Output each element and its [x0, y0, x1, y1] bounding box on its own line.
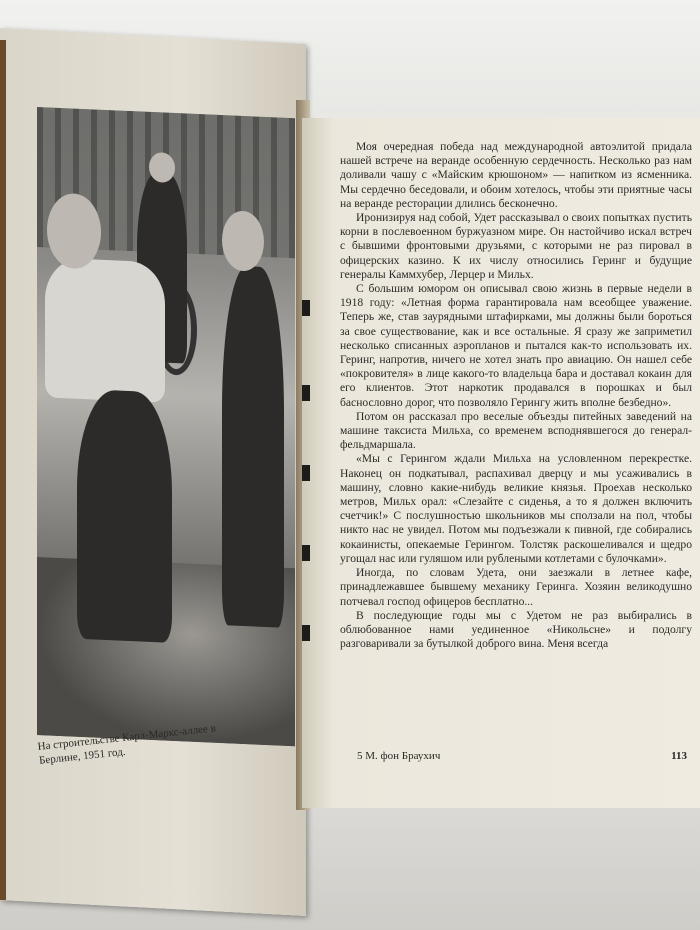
paragraph: С большим юмором он описывал свою жизнь в первые недели в 1918 году: «Летная форма гарантировала нам всеобщее уважение. Теперь же, став заурядными штафирками, мы должны были бороться за свое существование, как и все остальные. Я сразу же заприметил несколько списанных аэропланов и пытался как-то использовать их. Геринг, напротив, ничего не хотел знать про авиацию. Он нашел себе «покровителя» в лице какого-то владельца бара и доставал кокаин для его клиентов. Этот наркотик продавался в порошках и был баснословно дорог, что позволяло Герингу жить вполне безбедно». [340, 282, 692, 409]
page-number: 113 [671, 750, 687, 762]
paragraph: Потом он рассказал про веселые объезды питейных заведений на машине таксиста Мильха, со временем всподнявшегося до генерал-фельдмаршала. [340, 409, 692, 452]
worker-left-shirt [45, 257, 165, 402]
book-photograph [37, 107, 295, 746]
paragraph: В последующие годы мы с Удетом не раз выбирались в облюбованное нами уединенное «Никольсне» и подолгу разговаривали за бутылкой доброго вина. Меня всегда [340, 608, 692, 651]
paragraph: Иногда, по словам Удета, они заезжали в летнее кафе, принадлежавшее бывшему механику Геринга. Хозяин великодушно потчевал господ офицеров бесплатно... [340, 566, 692, 608]
paragraph: Моя очередная победа над международной автоэлитой придала нашей встрече на веранде особенную сердечность. Несколько раз нам доливали чашу с «Майским крюшоном» — напитком из ясменника. Мы сердечно беседовали, и обоим хотелось, чтобы эти приятные часы на веранде ресторации длились бесконечно. [340, 140, 692, 210]
paragraph: Иронизируя над собой, Удет рассказывал о своих попытках пустить корни в послевоенном буржуазном мире. Он настойчиво искал встреч с бывшими фронтовыми друзьями, с которыми не раз пировал в офицерских казино. К их числу относились Геринг и будущие генералы Каммхубер, Лерцер и Мильх. [340, 211, 692, 281]
signature-mark: 5 М. фон Браухич [357, 750, 441, 762]
photo-caption: На строительстве Карл-Маркс-аллее в Берлине, 1951 год. [37, 722, 217, 767]
worker-right [222, 265, 284, 628]
paragraph: «Мы с Герингом ждали Мильха на условленном перекрестке. Наконец он подкатывал, распахивал дверцу и мы усаживались в машину, словно какие-нибудь великие князья. Проехав несколько метров, Мильх орал: «Слезайте с сиденья, а то я должен включить счетчик!» С послушностью школьников мы сползали на пол, чтобы никто нас не увидел. Потом мы подъезжали к пивной, где собирались кокаинисты, опекаемые Герингом. Толстяк раскошеливался и щедро угощал нас или гуляшом или рублеными котлетами с булочками». [340, 452, 692, 565]
book-cover-edge [0, 40, 6, 900]
worker-left-trousers [77, 389, 172, 643]
worker-background-head [149, 152, 175, 183]
worker-right-head [222, 210, 264, 272]
page-text [340, 140, 692, 651]
